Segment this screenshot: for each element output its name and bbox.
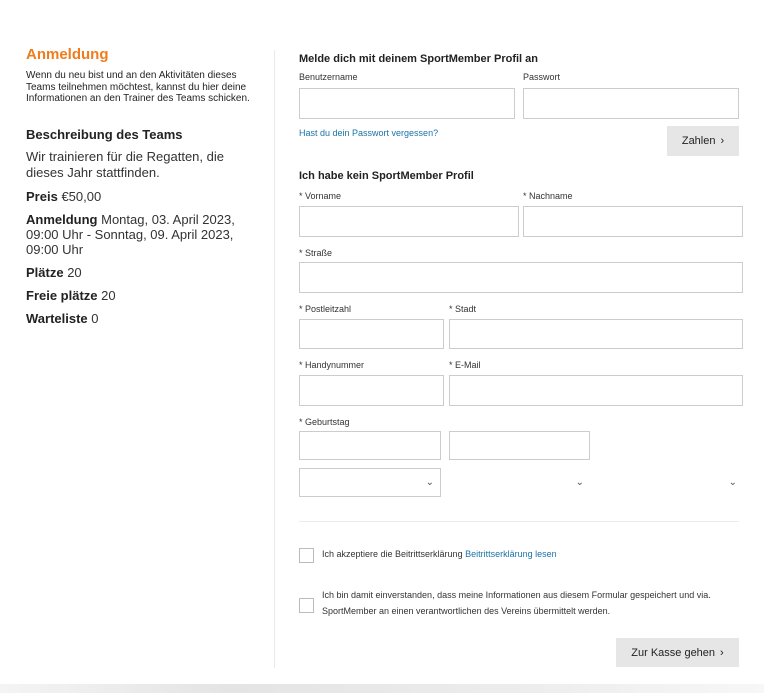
chevron-right-icon: › xyxy=(720,646,724,659)
register-title: Ich habe kein SportMember Profil xyxy=(299,170,474,182)
team-info-panel xyxy=(26,46,256,326)
forgot-password-link[interactable]: Hast du dein Passwort vergessen? xyxy=(299,128,439,138)
lastname-input[interactable] xyxy=(523,206,743,237)
free-places-info xyxy=(26,288,256,303)
pay-button-label: Zahlen xyxy=(681,135,716,147)
chevron-right-icon: › xyxy=(720,135,725,147)
zip-input[interactable] xyxy=(299,319,444,349)
birthday-month-select[interactable] xyxy=(449,468,590,497)
city-input[interactable] xyxy=(449,319,743,349)
firstname-input[interactable] xyxy=(299,206,519,237)
birthday-label: * Geburtstag xyxy=(299,417,350,427)
privacy-checkbox[interactable] xyxy=(299,598,314,613)
street-label: * Straße xyxy=(299,248,333,258)
terms-consent xyxy=(322,546,557,562)
chevron-down-icon: ⌄ xyxy=(575,477,584,488)
waitlist-label: Warteliste xyxy=(26,310,88,326)
email-input[interactable] xyxy=(449,375,743,406)
username-label: Benutzername xyxy=(299,72,358,82)
section-divider xyxy=(299,521,739,522)
free-places-value: 20 xyxy=(101,287,116,303)
birthday-input-2[interactable] xyxy=(449,431,590,460)
email-label: * E-Mail xyxy=(449,360,481,370)
mobile-input[interactable] xyxy=(299,375,444,406)
mobile-label: * Handynummer xyxy=(299,360,365,370)
username-input[interactable] xyxy=(299,88,515,119)
price-value: €50,00 xyxy=(61,188,102,204)
firstname-label: * Vorname xyxy=(299,191,342,201)
checkout-button[interactable] xyxy=(616,638,739,667)
birthday-input-1[interactable] xyxy=(299,431,441,460)
lastname-label: * Nachname xyxy=(523,191,573,201)
chevron-down-icon: ⌄ xyxy=(728,477,737,488)
places-label: Plätze xyxy=(26,264,64,280)
password-label: Passwort xyxy=(523,72,561,82)
birthday-year-select[interactable] xyxy=(598,468,743,497)
places-value: 20 xyxy=(67,264,82,280)
terms-text: Ich akzeptiere die Beitrittserklärung xyxy=(322,549,463,559)
birthday-day-select[interactable] xyxy=(299,468,441,497)
intro-text: Wenn du neu bist und an den Aktivitäten dieses Teams teilnehmen möchtest, kannst du hier deine Informationen an den Trainer des Teams schicken. xyxy=(26,70,250,104)
zip-label: * Postleitzahl xyxy=(299,304,352,314)
waitlist-info xyxy=(26,311,256,326)
password-input[interactable] xyxy=(523,88,739,119)
registration-period-info xyxy=(26,212,256,257)
registration-heading: Anmeldung xyxy=(26,46,109,63)
column-divider xyxy=(274,50,275,668)
description-heading: Beschreibung des Teams xyxy=(26,126,183,142)
terms-link[interactable]: Beitrittserklärung lesen xyxy=(465,549,557,559)
registration-period-label: Anmeldung xyxy=(26,211,98,227)
chevron-down-icon: ⌄ xyxy=(425,477,434,488)
pay-button[interactable] xyxy=(667,126,739,156)
privacy-text-line2: SportMember an einen verantwortlichen des Vereins übermittelt werden. xyxy=(322,606,611,616)
checkout-button-label: Zur Kasse gehen xyxy=(631,646,716,659)
city-label: * Stadt xyxy=(449,304,477,314)
free-places-label: Freie plätze xyxy=(26,287,98,303)
description-text: Wir trainieren für die Regatten, die dieses Jahr stattfinden. xyxy=(26,148,224,180)
privacy-text-line1: Ich bin damit einverstanden, dass meine Informationen aus diesem Formular gespeichert und via. xyxy=(322,590,711,600)
waitlist-value: 0 xyxy=(91,310,99,326)
terms-checkbox[interactable] xyxy=(299,548,314,563)
bottom-scroll-shadow xyxy=(0,684,764,693)
login-title: Melde dich mit deinem SportMember Profil an xyxy=(299,53,538,65)
price-info xyxy=(26,189,256,204)
privacy-consent xyxy=(322,587,743,619)
price-label: Preis xyxy=(26,188,58,204)
registration-period-value: Montag, 03. April 2023, 09:00 Uhr - Sonntag, 09. April 2023, 09:00 Uhr xyxy=(26,211,235,257)
places-info xyxy=(26,265,256,280)
street-input[interactable] xyxy=(299,262,743,293)
